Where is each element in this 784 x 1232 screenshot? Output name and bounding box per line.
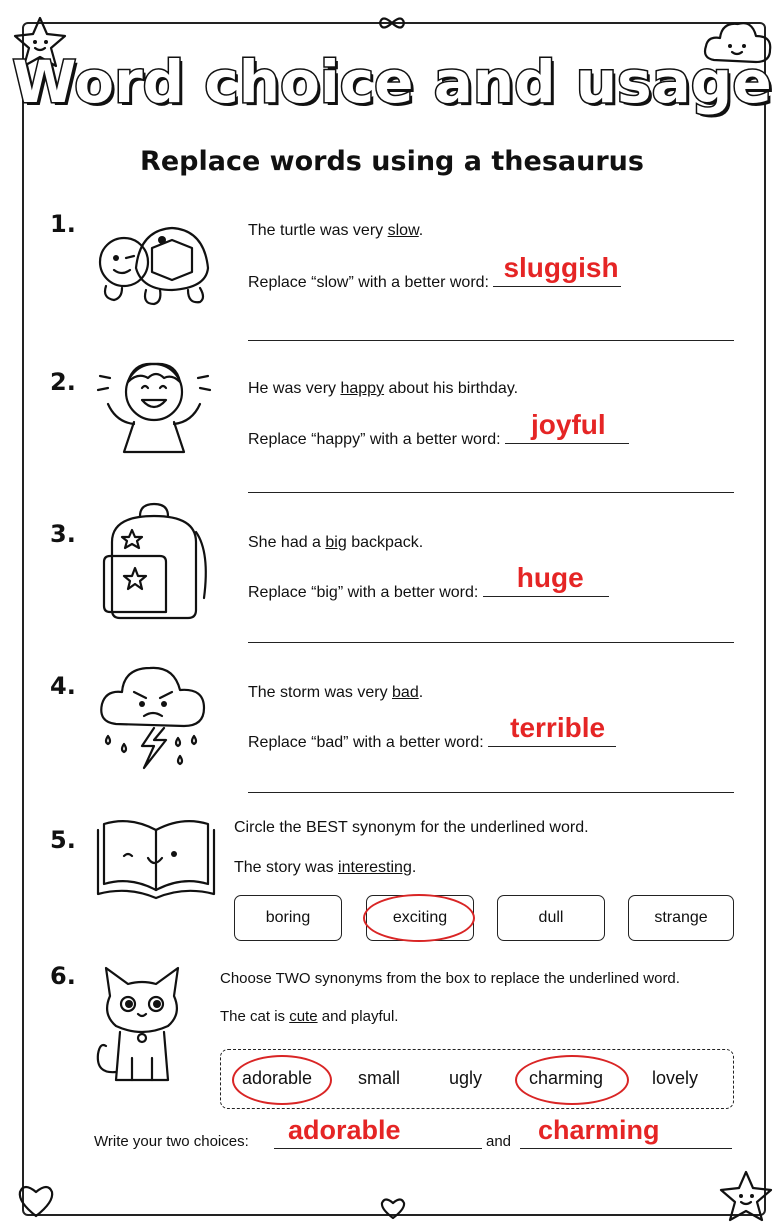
answer-blank-6a[interactable] [274, 1115, 482, 1153]
small-heart-icon [378, 1194, 408, 1222]
write-choices-label: Write your two choices: [94, 1133, 249, 1150]
word-charming[interactable]: charming [529, 1068, 604, 1088]
answer-blank-2[interactable] [505, 409, 629, 444]
sentence-3: She had a big backpack. [248, 534, 424, 551]
question-number-4: 4. [50, 672, 76, 700]
option-exciting[interactable]: exciting [366, 895, 474, 941]
option-boring[interactable]: boring [234, 895, 342, 941]
underlined-word-3: big [325, 534, 347, 551]
answer-4: terrible [510, 712, 606, 743]
write-line-4[interactable] [248, 792, 734, 793]
storm-cloud-icon [94, 654, 212, 772]
word-ugly[interactable]: ugly [449, 1068, 483, 1088]
word-adorable[interactable]: adorable [242, 1068, 313, 1088]
page-subtitle: Replace words using a thesaurus [140, 146, 644, 177]
star-face-icon-bottom [716, 1168, 776, 1226]
ribbon-icon [376, 12, 408, 34]
option-strange[interactable]: strange [628, 895, 734, 941]
sentence-5: The story was interesting. [234, 859, 417, 876]
answer-blank-3[interactable] [483, 562, 609, 597]
answer-6a: adorable [288, 1115, 401, 1145]
answer-3: huge [516, 562, 584, 593]
sentence-1: The turtle was very slow. [248, 222, 424, 239]
underlined-word-4: bad [392, 684, 419, 701]
underlined-word-5: interesting [338, 859, 412, 876]
underlined-word-1: slow [387, 222, 419, 239]
instruction-5: Circle the BEST synonym for the underlined word. [234, 819, 589, 836]
answer-circle-charming [515, 1055, 629, 1105]
prompt-1: Replace “slow” with a better word: sluggish [248, 268, 621, 292]
word-lovely[interactable]: lovely [652, 1068, 699, 1088]
sentence-2: He was very happy about his birthday. [248, 380, 519, 397]
question-number-2: 2. [50, 368, 76, 396]
word-small[interactable]: small [358, 1068, 401, 1088]
answer-blank-6b[interactable] [520, 1115, 732, 1153]
sentence-4: The storm was very bad. [248, 684, 424, 701]
write-line-3[interactable] [248, 642, 734, 643]
option-dull[interactable]: dull [497, 895, 605, 941]
backpack-icon [96, 502, 212, 622]
answer-blank-1[interactable] [493, 252, 621, 287]
page-title: Word choice and usage [12, 48, 772, 116]
question-number-1: 1. [50, 210, 76, 238]
answer-circle-5 [363, 894, 475, 942]
book-icon [94, 814, 218, 900]
prompt-3: Replace “big” with a better word: huge [248, 578, 609, 602]
heart-icon [14, 1180, 58, 1220]
question-number-6: 6. [50, 962, 76, 990]
prompt-2: Replace “happy” with a better word: joyful [248, 425, 629, 449]
instruction-6: Choose TWO synonyms from the box to replace the underlined word. [220, 970, 680, 987]
happy-boy-icon [94, 348, 214, 456]
question-number-3: 3. [50, 520, 76, 548]
answer-blank-4[interactable] [488, 712, 616, 747]
question-number-5: 5. [50, 826, 76, 854]
underlined-word-6: cute [289, 1008, 318, 1025]
write-line-2[interactable] [248, 492, 734, 493]
prompt-4: Replace “bad” with a better word: terrible [248, 728, 616, 752]
and-label: and [486, 1133, 512, 1150]
write-line-1[interactable] [248, 340, 734, 341]
answer-1: sluggish [503, 252, 619, 283]
turtle-icon [96, 212, 216, 308]
sentence-6: The cat is cute and playful. [220, 1008, 399, 1025]
answer-circle-adorable [232, 1055, 332, 1105]
answer-6b: charming [538, 1115, 660, 1145]
cat-icon [92, 962, 192, 1088]
answer-2: joyful [531, 409, 606, 440]
underlined-word-2: happy [340, 380, 385, 397]
